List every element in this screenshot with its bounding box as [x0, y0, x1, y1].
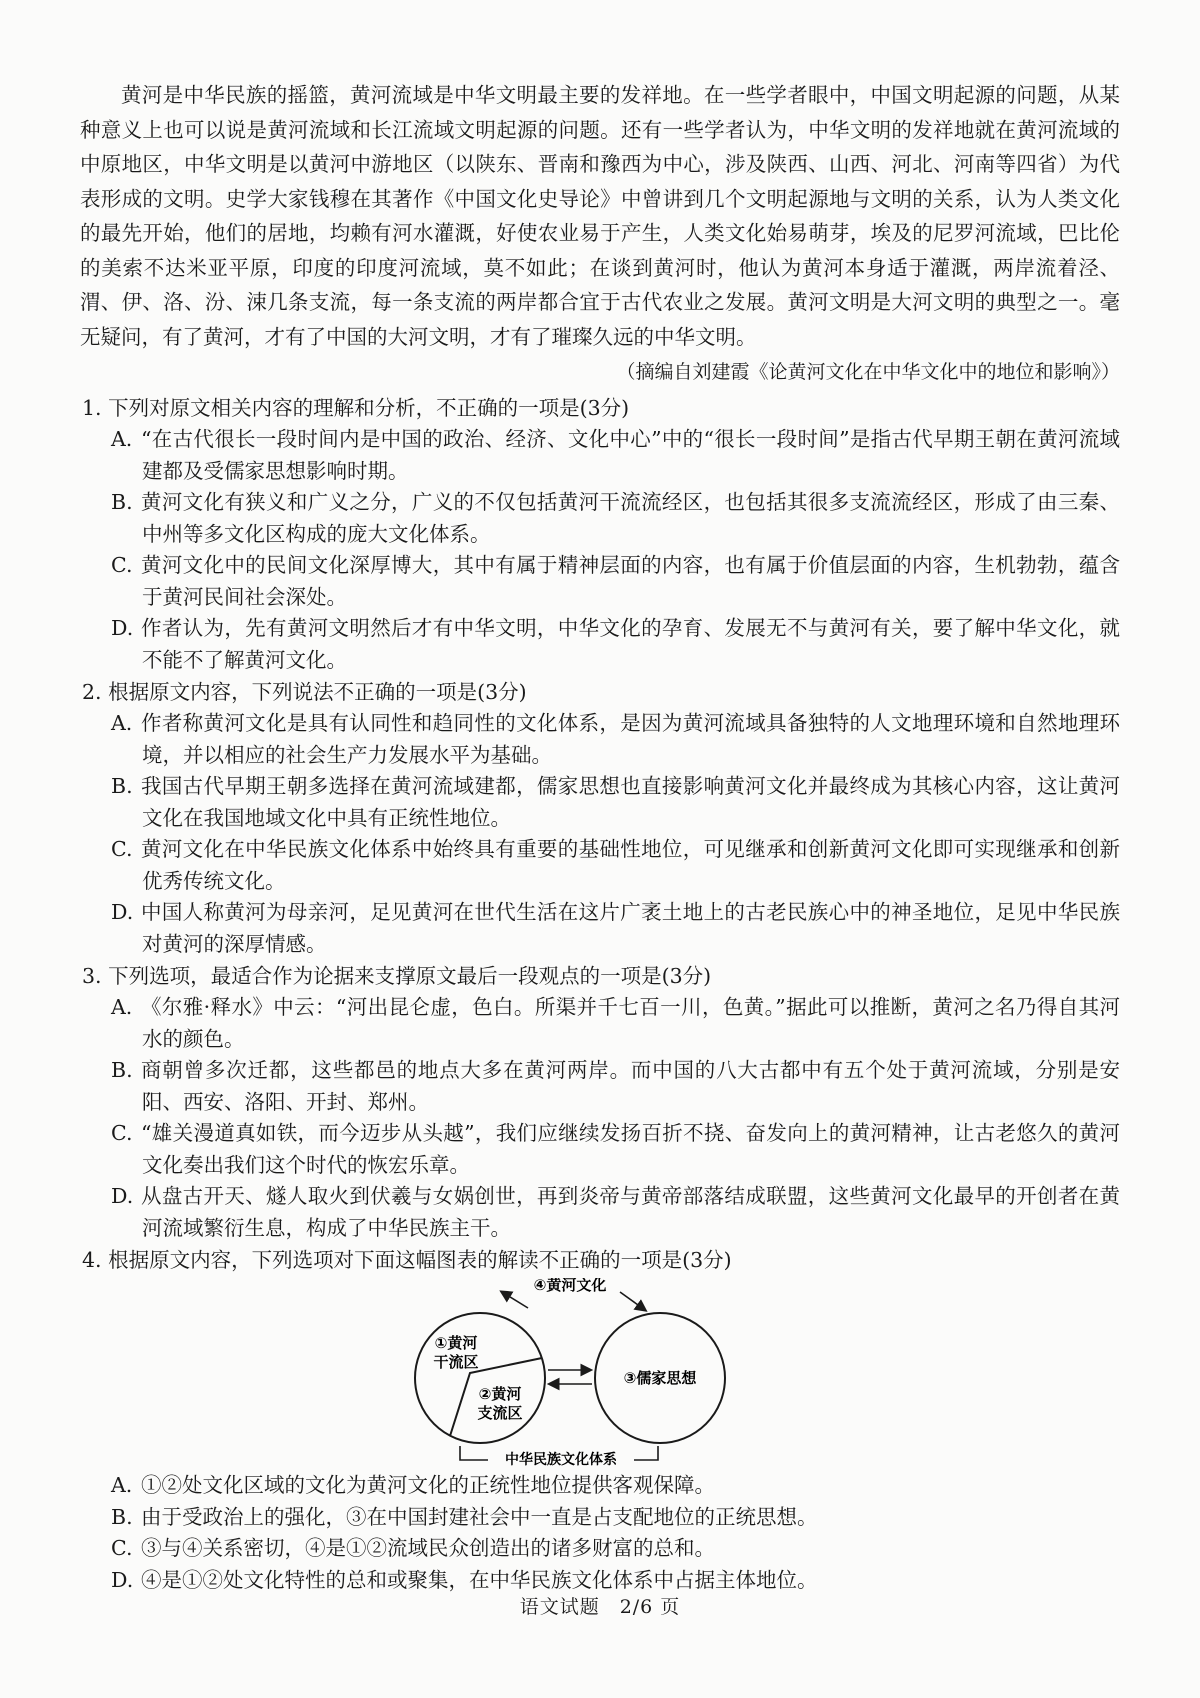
question-2	[80, 676, 1120, 960]
diagram-svg	[80, 1278, 1120, 1466]
label-confucianism: ③儒家思想	[623, 1369, 697, 1387]
option-key: A.	[111, 427, 133, 451]
option-key: A.	[111, 711, 133, 735]
option-text: 从盘古开天、燧人取火到伏羲与女娲创世，再到炎帝与黄帝部落结成联盟，这些黄河文化最早的开创者在黄河流域繁衍生息，构成了中华民族主干。	[141, 1184, 1120, 1240]
option-a	[80, 708, 1120, 771]
question-3	[80, 960, 1120, 1244]
label-main-stream-2: 干流区	[433, 1353, 479, 1371]
option-text: ①②处文化区域的文化为黄河文化的正统性地位提供客观保障。	[141, 1473, 715, 1497]
question-1	[80, 392, 1120, 676]
option-c	[80, 834, 1120, 897]
exam-page	[80, 78, 1120, 1596]
option-d	[80, 1181, 1120, 1244]
option-key: D.	[111, 1184, 134, 1208]
option-a	[80, 1470, 1120, 1502]
option-c	[80, 1533, 1120, 1565]
option-text: 我国古代早期王朝多选择在黄河流域建都，儒家思想也直接影响黄河文化并最终成为其核心内容，这让黄河文化在我国地域文化中具有正统性地位。	[141, 774, 1120, 830]
question-stem: 1. 下列对原文相关内容的理解和分析，不正确的一项是(3分)	[82, 396, 630, 420]
option-key: D.	[111, 900, 134, 924]
option-key: A.	[111, 1473, 133, 1497]
option-b	[80, 487, 1120, 550]
question-stem: 4. 根据原文内容，下列选项对下面这幅图表的解读不正确的一项是(3分)	[82, 1248, 732, 1272]
passage-text: 黄河是中华民族的摇篮，黄河流域是中华文明最主要的发祥地。在一些学者眼中，中国文明起源的问题，从某种意义上也可以说是黄河流域和长江流域文明起源的问题。还有一些学者认为，中华文明的发祥地就在黄河流域的中原地区，中华文明是以黄河中游地区（以陕东、晋南和豫西为中心，涉及陕西、山西、河北、河南等四省）为代表形成的文明。史学大家钱穆在其著作《中国文化史导论》中曾讲到几个文明起源地与文明的关系，认为人类文化的最先开始，他们的居地，均赖有河水灌溉，好使农业易于产生，人类文化始易萌芽，埃及的尼罗河流域，巴比伦的美索不达米亚平原，印度的印度河流域，莫不如此；在谈到黄河时，他认为黄河本身适于灌溉，两岸流着泾、渭、伊、洛、汾、涑几条支流，每一条支流的两岸都合宜于古代农业之发展。黄河文明是大河文明的典型之一。毫无疑问，有了黄河，才有了中国的大河文明，才有了璀璨久远的中华文明。	[80, 83, 1120, 349]
option-key: D.	[111, 1567, 134, 1592]
option-b	[80, 771, 1120, 834]
label-main-stream-1: ①黄河	[434, 1334, 478, 1352]
question-4	[80, 1244, 1120, 1596]
option-text: 由于受政治上的强化，③在中国封建社会中一直是占支配地位的正统思想。	[141, 1504, 818, 1529]
option-key: A.	[111, 995, 133, 1019]
option-c	[80, 550, 1120, 613]
option-b	[80, 1502, 1120, 1534]
option-key: B.	[111, 1504, 133, 1529]
page-footer: 语文试题 2/6 页	[519, 1596, 681, 1618]
option-text: “雄关漫道真如铁，而今迈步从头越”，我们应继续发扬百折不挠、奋发向上的黄河精神，让古老悠久的黄河文化奏出我们这个时代的恢宏乐章。	[141, 1121, 1120, 1177]
label-chinese-culture-system: 中华民族文化体系	[505, 1452, 617, 1466]
label-tributary-1: ②黄河	[478, 1385, 522, 1403]
option-key: C.	[111, 1536, 133, 1560]
question-stem: 2. 根据原文内容，下列说法不正确的一项是(3分)	[82, 680, 527, 704]
option-text: 中国人称黄河为母亲河，足见黄河在世代生活在这片广袤土地上的古老民族心中的神圣地位，足见中华民族对黄河的深厚情感。	[141, 900, 1120, 956]
option-text: ④是①②处文化特性的总和或聚集，在中华民族文化体系中占据主体地位。	[141, 1567, 818, 1592]
circle-yellow-river-region	[415, 1313, 545, 1443]
option-a	[80, 424, 1120, 487]
option-text: 作者认为，先有黄河文明然后才有中华文明，中华文化的孕育、发展无不与黄河有关，要了解中华文化，就不能不了解黄河文化。	[141, 616, 1120, 672]
option-c	[80, 1118, 1120, 1181]
option-key: D.	[111, 616, 134, 640]
culture-diagram	[80, 1278, 1120, 1466]
arrow-top-right	[620, 1292, 645, 1310]
option-text: 黄河文化有狭义和广义之分，广义的不仅包括黄河干流流经区，也包括其很多支流流经区，形成了由三秦、中州等多文化区构成的庞大文化体系。	[141, 490, 1120, 546]
option-text: 商朝曾多次迁都，这些都邑的地点大多在黄河两岸。而中国的八大古都中有五个处于黄河流域，分别是安阳、西安、洛阳、开封、郑州。	[141, 1058, 1120, 1114]
option-b	[80, 1055, 1120, 1118]
option-key: B.	[111, 1058, 133, 1082]
option-text: 黄河文化在中华民族文化体系中始终具有重要的基础性地位，可见继承和创新黄河文化即可实现继承和创新优秀传统文化。	[141, 837, 1120, 893]
option-d	[80, 897, 1120, 960]
option-key: B.	[111, 774, 133, 798]
option-text: 黄河文化中的民间文化深厚博大，其中有属于精神层面的内容，也有属于价值层面的内容，生机勃勃，蕴含于黄河民间社会深处。	[141, 553, 1120, 609]
option-key: C.	[111, 837, 133, 861]
arrow-top-left	[502, 1292, 528, 1308]
option-text: “在古代很长一段时间内是中国的政治、经济、文化中心”中的“很长一段时间”是指古代早期王朝在黄河流域建都及受儒家思想影响时期。	[141, 427, 1120, 483]
option-d	[80, 613, 1120, 676]
option-a	[80, 992, 1120, 1055]
option-text: 《尔雅·释水》中云：“河出昆仑虚，色白。所渠并千七百一川，色黄。”据此可以推断，黄河之名乃得自其河水的颜色。	[141, 995, 1120, 1051]
option-key: C.	[111, 553, 133, 577]
option-key: B.	[111, 490, 133, 514]
passage-source: （摘编自刘建霞《论黄河文化在中华文化中的地位和影响》）	[616, 361, 1120, 383]
option-key: C.	[111, 1121, 133, 1145]
label-tributary-2: 支流区	[477, 1404, 523, 1422]
question-stem: 3. 下列选项，最适合作为论据来支撑原文最后一段观点的一项是(3分)	[82, 964, 712, 988]
option-text: ③与④关系密切，④是①②流域民众创造出的诸多财富的总和。	[141, 1536, 715, 1560]
option-text: 作者称黄河文化是具有认同性和趋同性的文化体系，是因为黄河流域具备独特的人文地理环境和自然地理环境，并以相应的社会生产力发展水平为基础。	[141, 711, 1120, 767]
label-yellow-river-culture: ④黄河文化	[533, 1278, 607, 1294]
